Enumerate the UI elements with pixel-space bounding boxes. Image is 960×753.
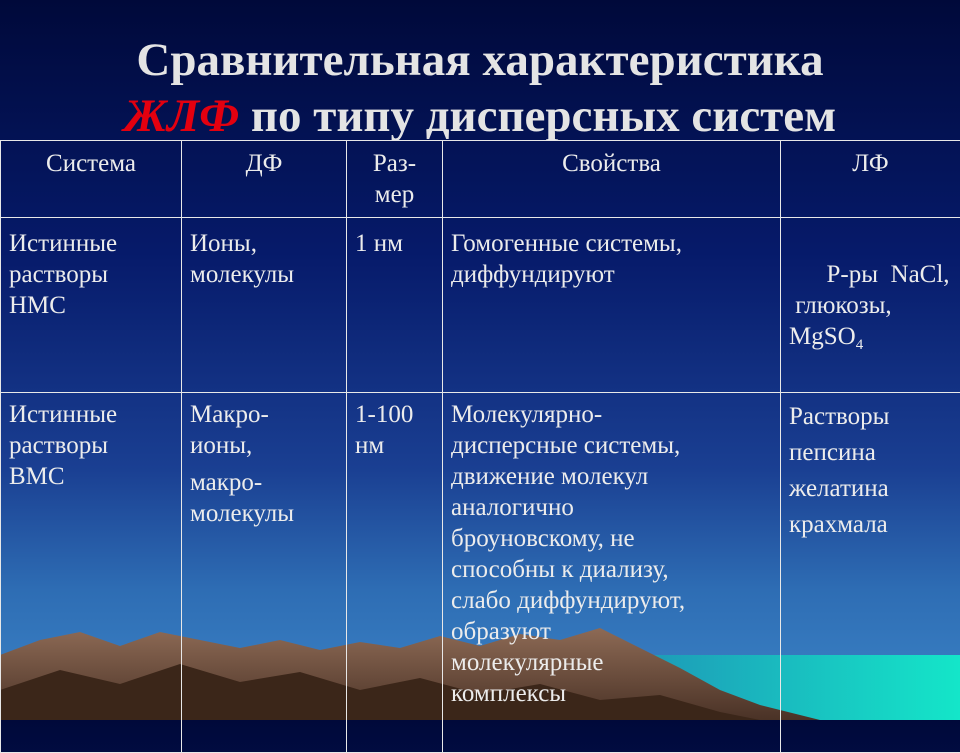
header-properties: Свойства: [443, 141, 781, 218]
header-lf: ЛФ: [781, 141, 960, 218]
cell-text: молекулы: [190, 261, 294, 288]
cell-text: диффундируют: [451, 261, 615, 288]
title-line-2: [0, 88, 960, 144]
cell-text: MgSO: [789, 323, 856, 350]
cell-lf: [781, 393, 960, 753]
cell-text: молекулярные: [451, 649, 604, 676]
cell-text: аналогично: [451, 494, 574, 521]
cell-text: дисперсные системы,: [451, 432, 680, 459]
header-size-line-2: мер: [375, 181, 414, 208]
cell-text: крахмала: [789, 511, 888, 538]
cell-properties: [443, 393, 781, 753]
cell-text: растворы: [9, 261, 108, 288]
cell-text: растворы: [9, 432, 108, 459]
cell-text: Макро-: [190, 401, 269, 428]
cell-text: Растворы: [789, 403, 889, 430]
cell-text: комплексы: [451, 680, 566, 707]
comparison-table: [0, 140, 960, 753]
cell-text: нм: [355, 432, 384, 459]
cell-text: Р-ры NaCl,: [827, 261, 950, 288]
cell-text: глюкозы,: [789, 292, 892, 319]
cell-text: ионы,: [190, 432, 252, 459]
title-line-1: Сравнительная характеристика: [0, 32, 960, 88]
header-system: Система: [1, 141, 182, 218]
cell-size: 1 нм: [347, 218, 443, 393]
subscript-text: 4: [856, 337, 864, 353]
cell-text: желатина: [789, 475, 889, 502]
cell-text: ВМС: [9, 463, 65, 490]
cell-text: макро-: [190, 469, 262, 496]
title-line-2-rest: по типу дисперсных систем: [239, 90, 836, 142]
cell-df: [182, 393, 347, 753]
cell-size: [347, 393, 443, 753]
table-row: [1, 218, 960, 393]
header-size: [347, 141, 443, 218]
cell-text: способны к диализу,: [451, 556, 669, 583]
cell-system: [1, 218, 182, 393]
cell-text: Истинные: [9, 401, 117, 428]
cell-properties: [443, 218, 781, 393]
cell-lf: [781, 218, 960, 393]
header-size-line-1: Раз-: [373, 150, 416, 177]
table-header-row: [1, 141, 960, 218]
cell-text: образуют: [451, 618, 551, 645]
cell-text: 1-100: [355, 401, 413, 428]
cell-text: слабо диффундируют,: [451, 587, 685, 614]
cell-system: [1, 393, 182, 753]
slide-title: [0, 32, 960, 144]
cell-text: Ионы,: [190, 230, 257, 257]
header-df: ДФ: [182, 141, 347, 218]
table-row: [1, 393, 960, 753]
cell-text: пепсина: [789, 439, 876, 466]
cell-text: движение молекул: [451, 463, 648, 490]
cell-text: Гомогенные системы,: [451, 230, 682, 257]
cell-text: НМС: [9, 292, 66, 319]
cell-df: [182, 218, 347, 393]
cell-text: броуновскому, не: [451, 525, 635, 552]
cell-text: Истинные: [9, 230, 117, 257]
title-accent: ЖЛФ: [124, 90, 239, 142]
cell-text: молекулы: [190, 500, 294, 527]
cell-text: Молекулярно-: [451, 401, 602, 428]
